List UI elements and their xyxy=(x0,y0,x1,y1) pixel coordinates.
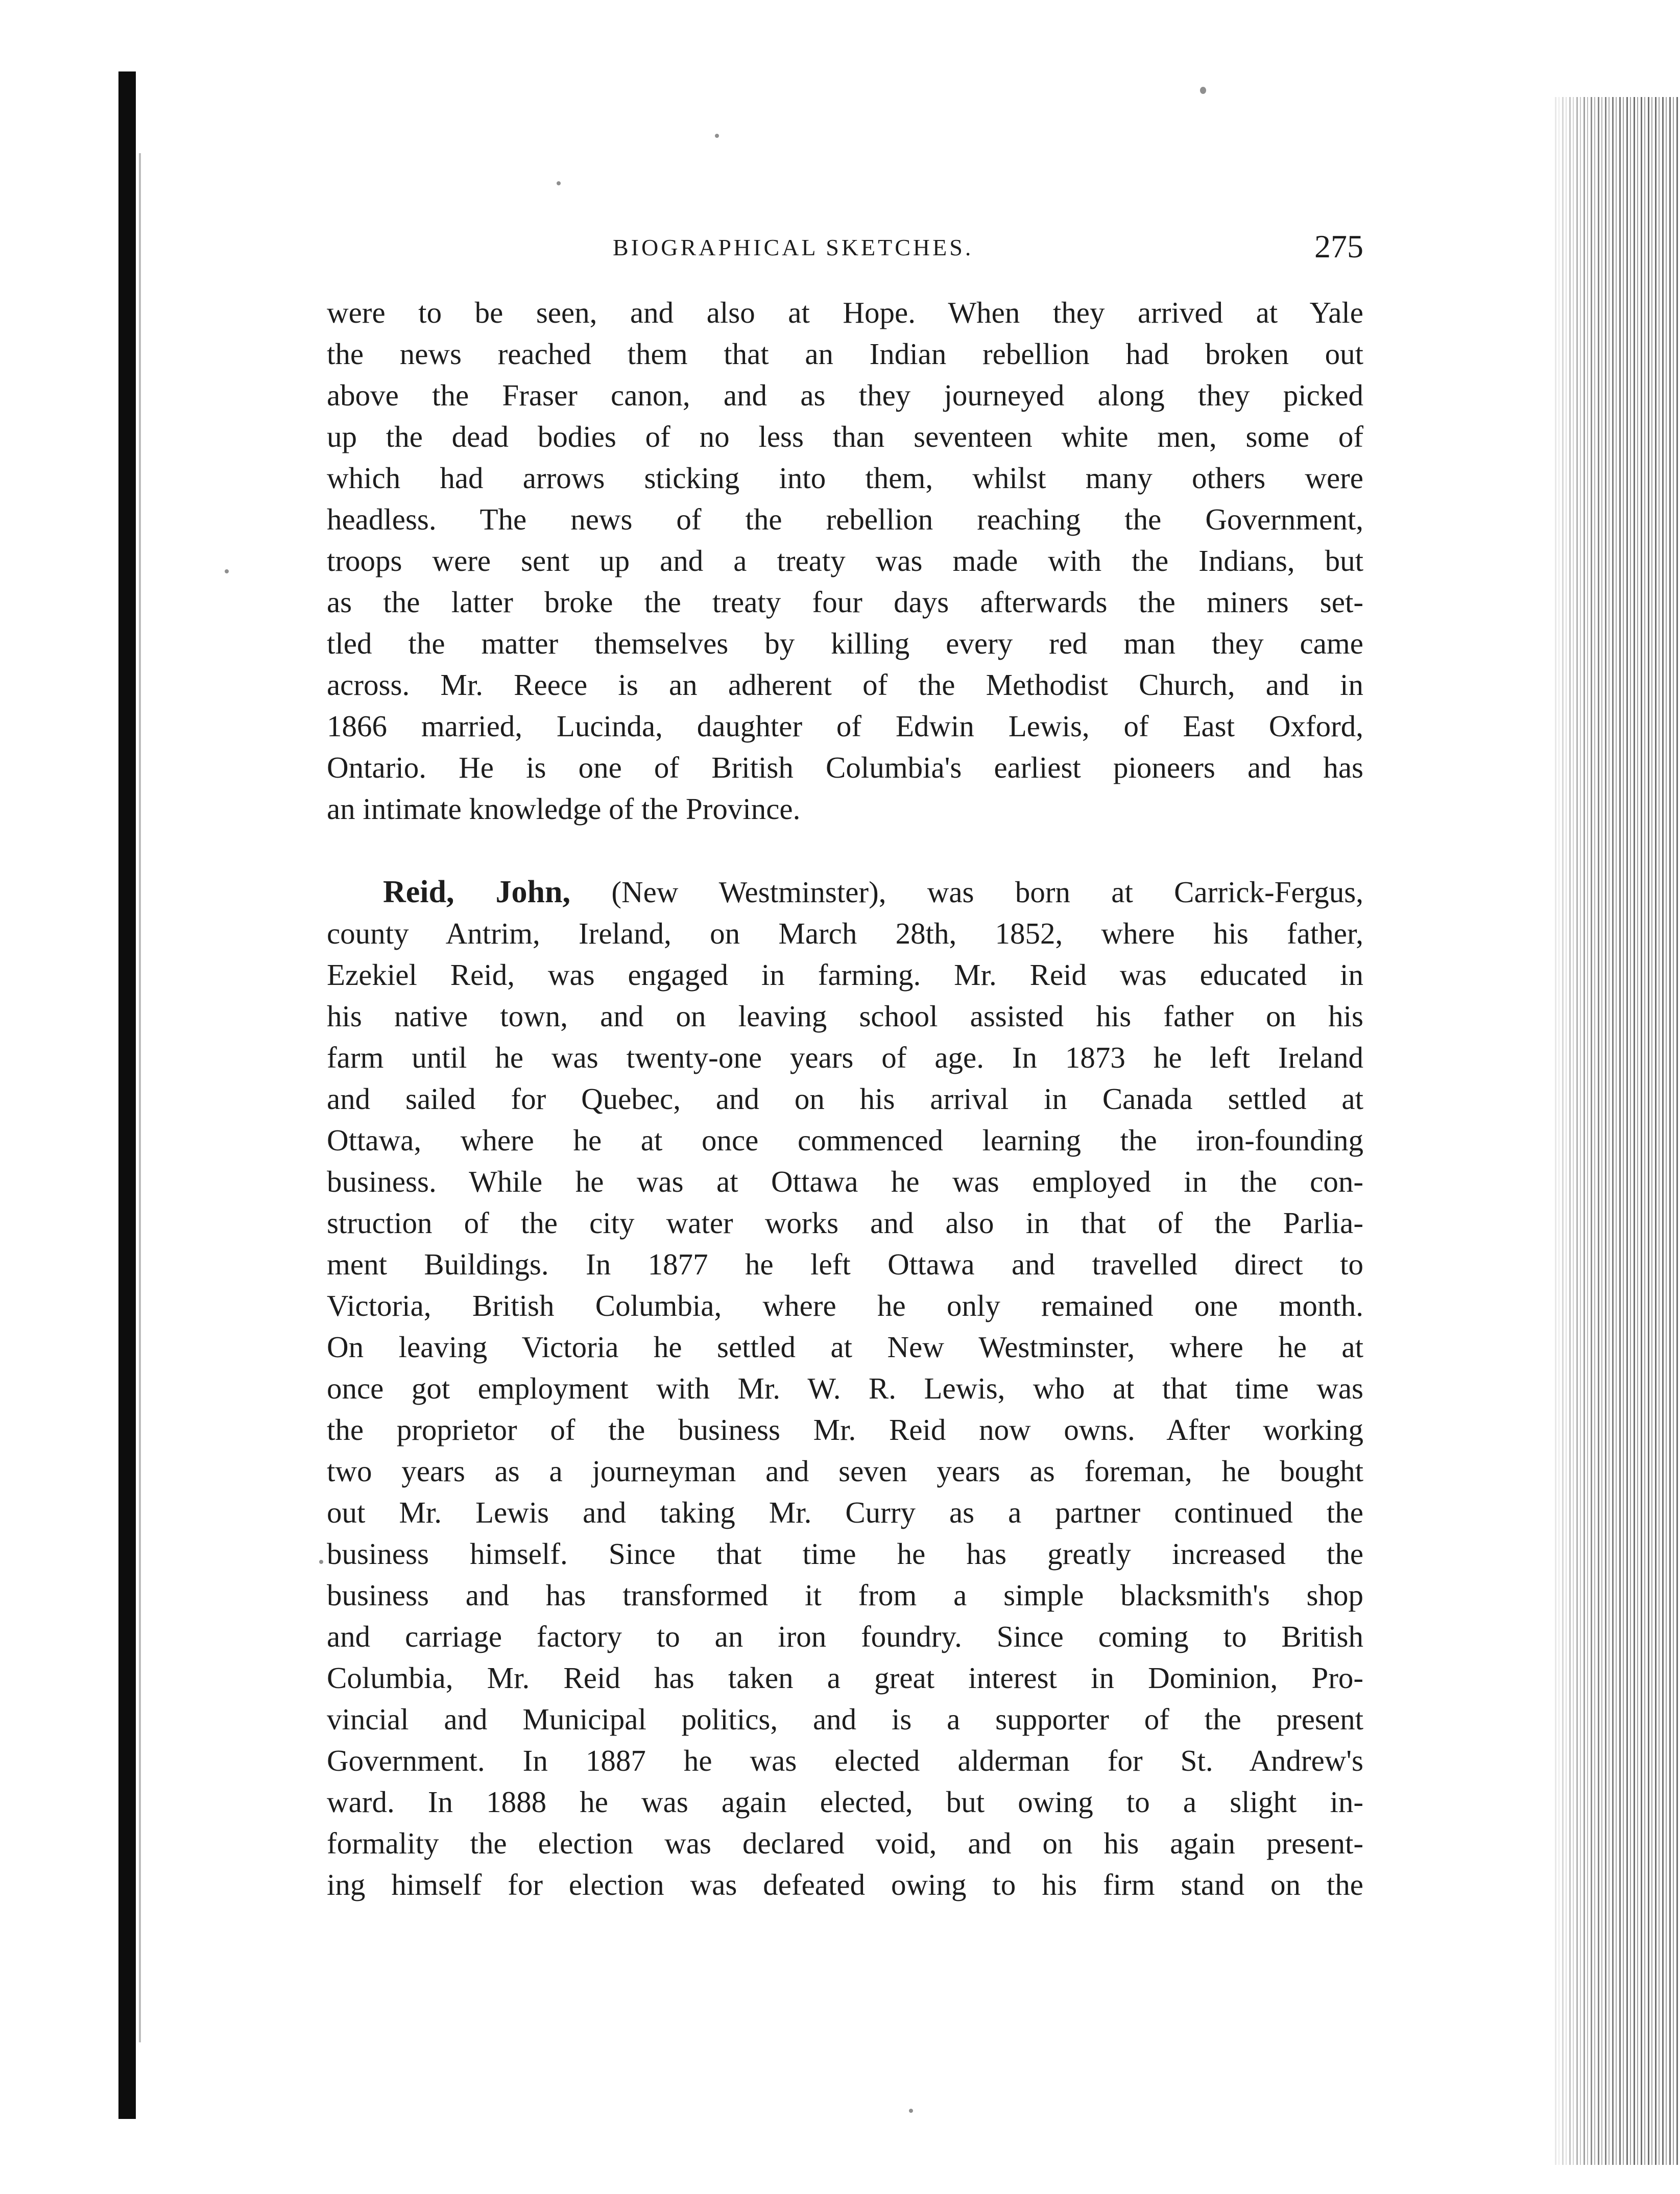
scan-speck xyxy=(715,134,719,138)
text-line: 1866 married, Lucinda, daughter of Edwin Lewis, of East Oxford, xyxy=(327,709,1363,743)
text-line: troops were sent up and a treaty was made with the Indians, but xyxy=(327,544,1363,577)
text-line: which had arrows sticking into them, whilst many others were xyxy=(327,461,1363,495)
text-line: up the dead bodies of no less than seventeen white men, some of xyxy=(327,420,1363,453)
paragraph-gap xyxy=(327,830,1363,872)
text-line: and sailed for Quebec, and on his arrival in Canada settled at xyxy=(327,1082,1363,1116)
text-line: formality the election was declared void, and on his again present- xyxy=(327,1826,1363,1860)
scan-speck xyxy=(909,2109,913,2113)
entry-heading-line xyxy=(327,872,1363,913)
scan-speck xyxy=(1200,87,1206,94)
entry-heading-rest: (New Westminster), was born at Carrick-Fergus, xyxy=(570,875,1363,909)
scan-speck xyxy=(557,181,561,185)
text-line: two years as a journeyman and seven years as foreman, he bought xyxy=(327,1454,1363,1488)
text-line: Columbia, Mr. Reid has taken a great interest in Dominion, Pro- xyxy=(327,1661,1363,1695)
text-line: Government. In 1887 he was elected alderman for St. Andrew's xyxy=(327,1744,1363,1777)
text-line: once got employment with Mr. W. R. Lewis, who at that time was xyxy=(327,1371,1363,1405)
text-line: the news reached them that an Indian rebellion had broken out xyxy=(327,337,1363,371)
paragraph-reid-john xyxy=(327,872,1363,1906)
text-line: and carriage factory to an iron foundry. Since coming to British xyxy=(327,1620,1363,1653)
text-line: were to be seen, and also at Hope. When they arrived at Yale xyxy=(327,296,1363,329)
text-line: vincial and Municipal politics, and is a supporter of the present xyxy=(327,1702,1363,1736)
text-line: ment Buildings. In 1877 he left Ottawa and travelled direct to xyxy=(327,1247,1363,1281)
scan-speck xyxy=(319,1560,323,1564)
entry-name: Reid, John, xyxy=(383,875,571,909)
page-stack-edge-shade xyxy=(1555,97,1680,2165)
scan-speck xyxy=(225,569,229,573)
text-line: the proprietor of the business Mr. Reid now owns. After working xyxy=(327,1413,1363,1446)
text-line: business and has transformed it from a simple blacksmith's shop xyxy=(327,1578,1363,1612)
text-line: farm until he was twenty-one years of age. In 1873 he left Ireland xyxy=(327,1041,1363,1074)
text-line: county Antrim, Ireland, on March 28th, 1852, where his father, xyxy=(327,917,1363,950)
text-line: headless. The news of the rebellion reaching the Government, xyxy=(327,502,1363,536)
text-line: business himself. Since that time he has greatly increased the xyxy=(327,1537,1363,1571)
running-head: BIOGRAPHICAL SKETCHES. xyxy=(613,234,974,260)
text-line: an intimate knowledge of the Province. xyxy=(327,792,801,826)
page-binding-shadow xyxy=(139,153,141,2042)
text-line: Ezekiel Reid, was engaged in farming. Mr. Reid was educated in xyxy=(327,958,1363,992)
page-binding-edge xyxy=(118,71,136,2119)
text-line: ing himself for election was defeated owing to his firm stand on the xyxy=(327,1868,1363,1901)
page-number: 275 xyxy=(1314,228,1363,264)
text-line: his native town, and on leaving school assisted his father on his xyxy=(327,999,1363,1033)
text-line: as the latter broke the treaty four days afterwards the miners set- xyxy=(327,585,1363,619)
text-line: ward. In 1888 he was again elected, but owing to a slight in- xyxy=(327,1785,1363,1819)
paragraph-reece-continued xyxy=(327,292,1363,830)
text-line: Ontario. He is one of British Columbia's earliest pioneers and has xyxy=(327,751,1363,784)
text-line: tled the matter themselves by killing every red man they came xyxy=(327,626,1363,660)
text-line: On leaving Victoria he settled at New Westminster, where he at xyxy=(327,1330,1363,1364)
text-line: Victoria, British Columbia, where he only remained one month. xyxy=(327,1289,1363,1322)
text-line: out Mr. Lewis and taking Mr. Curry as a partner continued the xyxy=(327,1496,1363,1529)
page-header xyxy=(327,228,1363,270)
text-line: Ottawa, where he at once commenced learning the iron-founding xyxy=(327,1123,1363,1157)
text-line: struction of the city water works and also in that of the Parlia- xyxy=(327,1206,1363,1240)
page-body xyxy=(327,292,1363,1906)
text-line: business. While he was at Ottawa he was employed in the con- xyxy=(327,1165,1363,1198)
text-line: across. Mr. Reece is an adherent of the Methodist Church, and in xyxy=(327,668,1363,702)
text-line: above the Fraser canon, and as they journeyed along they picked xyxy=(327,378,1363,412)
